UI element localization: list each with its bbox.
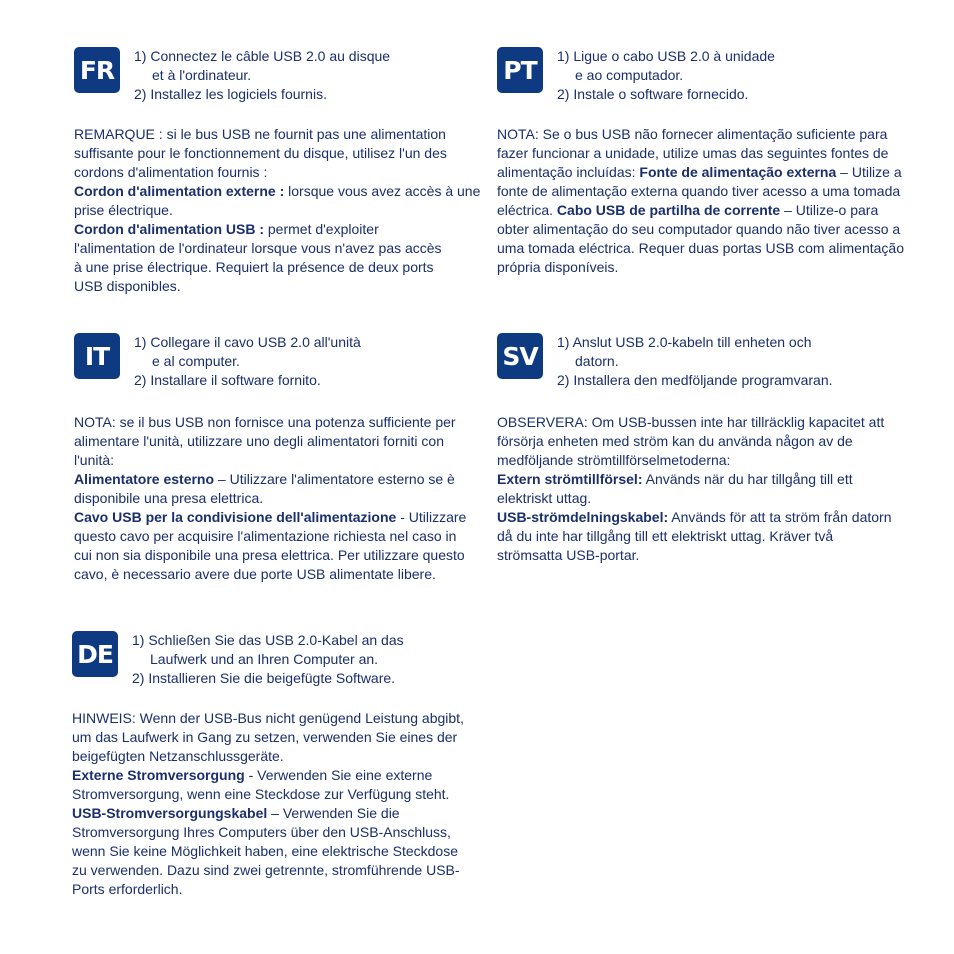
option-text: Används när du har tillgång till ett elektriskt uttag. — [497, 471, 853, 506]
step-1: 1) Collegare il cavo USB 2.0 all'unità — [134, 334, 361, 350]
option-text: - Utilizzare questo cavo per acquisire l'alimentazione richiesta nel caso in cui non sia disponibile una presa elettrica. Per utilizzare questo cavo, è necessario avere due porte USB alimentate libere. — [74, 509, 467, 582]
power-note-sv — [497, 413, 902, 565]
language-badge-it: IT — [74, 333, 120, 379]
power-note-fr — [74, 125, 489, 296]
step-1: 1) Ligue o cabo USB 2.0 à unidade — [557, 48, 775, 64]
option-title: USB-strömdelningskabel: — [497, 509, 669, 525]
power-note-it — [74, 413, 474, 584]
step-1-continued: datorn. — [575, 353, 619, 369]
step-1: 1) Schließen Sie das USB 2.0-Kabel an das — [132, 632, 404, 648]
option-text: Används för att ta ström från datorn då du inte har tillgång till ett elektriskt uttag. Kräver två strömsatta USB-portar. — [497, 509, 892, 563]
option-title: USB-Stromversorgungskabel — [72, 805, 268, 821]
options-paragraph — [72, 766, 462, 899]
note-intro: NOTA: se il bus USB non fornisce una potenza sufficiente per alimentare l'unità, utilizzare uno degli alimentatori forniti con l'unità: — [74, 414, 456, 468]
step-1: 1) Anslut USB 2.0-kabeln till enheten och — [557, 334, 812, 350]
language-badge-de: DE — [72, 631, 118, 677]
option-title: Cordon d'alimentation externe : — [74, 183, 285, 199]
option-text: - Verwenden Sie eine externe Stromversorgung, wenn eine Steckdose zur Verfügung steht. — [72, 767, 450, 802]
option-title: Cabo USB de partilha de corrente — [556, 202, 781, 218]
option-usb-power — [497, 508, 902, 565]
option-external-power — [74, 470, 474, 508]
option-usb-power — [74, 508, 474, 584]
step-2: 2) Installieren Sie die beigefügte Software. — [132, 670, 396, 686]
install-steps-de — [132, 631, 492, 688]
option-title: Externe Stromversorgung — [72, 767, 245, 783]
note-intro: HINWEIS: Wenn der USB-Bus nicht genügend Leistung abgibt, um das Laufwerk in Gang zu setzen, verwenden Sie eines der beigefügten Netzanschlussgeräte. — [72, 710, 464, 764]
option-text: permet d'exploiter l'alimentation de l'ordinateur lorsque vous n'avez pas accès à une prise électrique. Requiert la présence de deux ports USB disponibles. — [74, 221, 442, 294]
step-1: 1) Connectez le câble USB 2.0 au disque — [134, 48, 391, 64]
step-2: 2) Instale o software fornecido. — [557, 86, 749, 102]
install-steps-fr — [134, 47, 494, 104]
step-1-continued: et à l'ordinateur. — [152, 67, 252, 83]
power-note-de — [72, 709, 477, 899]
note-intro: OBSERVERA: Om USB-bussen inte har tillräcklig kapacitet att försörja enheten med ström kan du använda någon av de medföljande strömtillförselmetoderna: — [497, 414, 885, 468]
option-text: – Verwenden Sie die Stromversorgung Ihres Computers über den USB-Anschluss, wenn Sie keine Möglichkeit haben, eine elektrische Steckdose zu verwenden. Dazu sind zwei getrennte, stromführende USB-Ports erforderlich. — [72, 805, 460, 897]
option-text: – Utilize a fonte de alimentação externa quando tiver acesso a uma tomada eléctrica. — [497, 164, 902, 218]
option-title: Cordon d'alimentation USB : — [74, 221, 264, 237]
power-note-pt — [497, 125, 912, 277]
install-steps-sv — [557, 333, 917, 390]
language-badge-pt: PT — [497, 47, 543, 93]
step-1-continued: e ao computador. — [575, 67, 684, 83]
language-badge-sv: SV — [497, 333, 543, 379]
language-badge-fr: FR — [74, 47, 120, 93]
option-title: Fonte de alimentação externa — [639, 164, 837, 180]
step-2: 2) Installare il software fornito. — [134, 372, 321, 388]
step-1-continued: Laufwerk und an Ihren Computer an. — [150, 651, 379, 667]
note-paragraph — [497, 125, 912, 277]
option-text: – Utilize-o para obter alimentação do seu computador quando não tiver acesso a uma tomada eléctrica. Requer duas portas USB com alimentação própria disponíveis. — [497, 202, 904, 275]
step-2: 2) Installera den medföljande programvaran. — [557, 372, 833, 388]
option-title: Alimentatore esterno — [74, 471, 215, 487]
option-external-power — [497, 470, 882, 508]
option-external-power — [74, 182, 489, 220]
note-intro: REMARQUE : si le bus USB ne fournit pas une alimentation suffisante pour le fonctionnement du disque, utilisez l'un des cordons d'alimentation fournis : — [74, 126, 447, 180]
option-usb-power — [74, 220, 444, 296]
option-text: lorsque vous avez accès à une prise électrique. — [74, 183, 481, 218]
step-2: 2) Installez les logiciels fournis. — [134, 86, 327, 102]
option-text: – Utilizzare l'alimentatore esterno se è disponibile una presa elettrica. — [74, 471, 455, 506]
option-title: Extern strömtillförsel: — [497, 471, 643, 487]
option-title: Cavo USB per la condivisione dell'alimentazione — [74, 509, 397, 525]
step-1-continued: e al computer. — [152, 353, 240, 369]
install-steps-it — [134, 333, 494, 390]
install-steps-pt — [557, 47, 917, 104]
note-intro: NOTA: Se o bus USB não fornecer alimentação suficiente para fazer funcionar a unidade, utilize umas das seguintes fontes de alimentação incluídas: — [497, 126, 889, 180]
